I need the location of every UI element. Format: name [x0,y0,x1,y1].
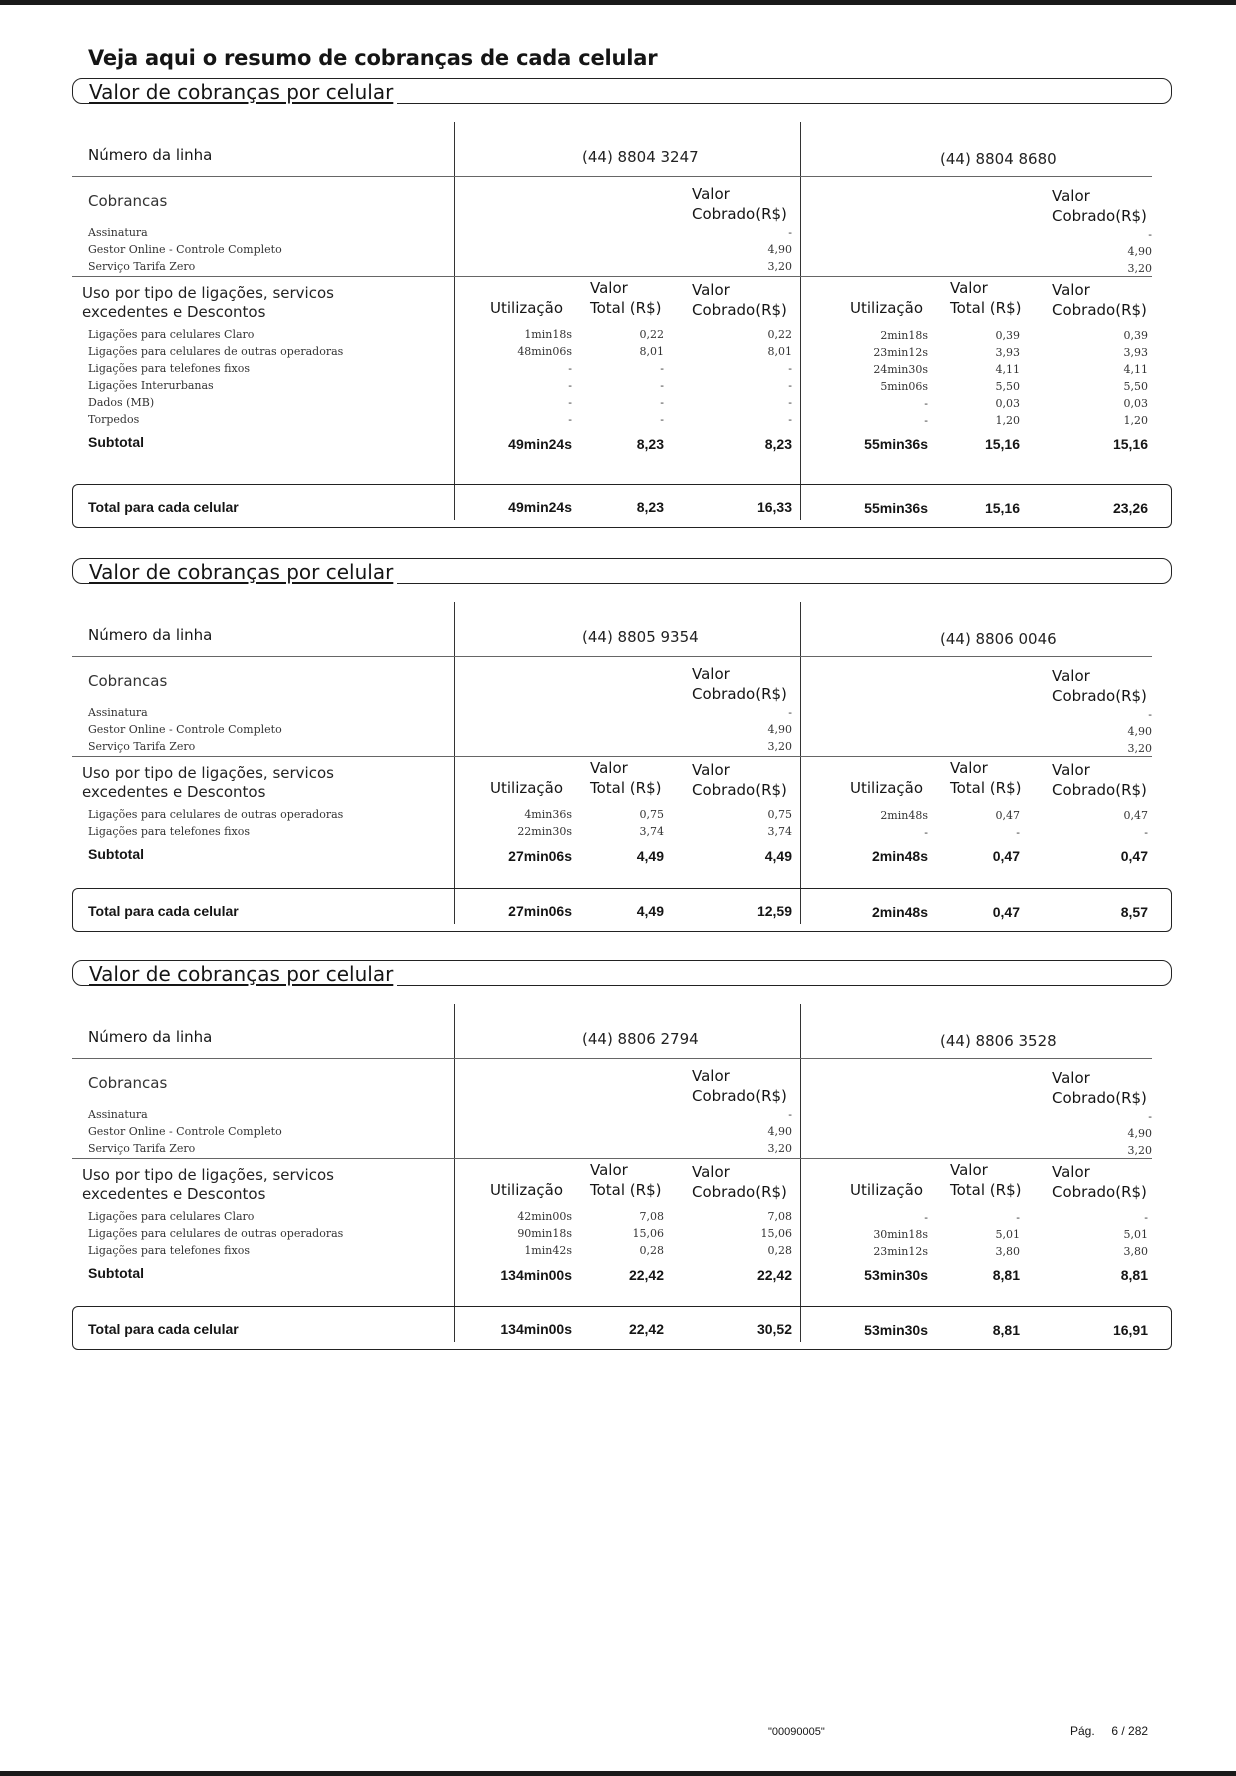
billing-section [72,78,1172,516]
divider-label-col [454,602,455,924]
charge-item: Serviço Tarifa Zero [88,260,196,273]
subtotal-utilizacao: 53min30s [864,1267,928,1283]
valor-cobrado-header: Valor [692,1067,730,1085]
usage-item: Ligações para celulares Claro [88,1210,255,1223]
divider-label-col [454,122,455,520]
row-separator [72,1158,1152,1159]
subtotal-valor-total: 22,42 [628,1267,664,1283]
phone-number: (44) 8806 0046 [940,630,1057,648]
total-valor-cobrado: 12,59 [756,903,792,919]
subtotal-valor-total: 4,49 [636,848,664,864]
usage-valor-total: 0,03 [995,397,1020,410]
page-label: Pág. [1070,1724,1095,1738]
valor-total-header: Total (R$) [950,299,1022,317]
charge-item: Assinatura [88,226,148,239]
usage-utilizacao: - [924,414,928,427]
valor-cobrado-header: Valor [1052,761,1090,779]
valor-cobrado-header: Valor [692,665,730,683]
utilizacao-header: Utilização [850,779,924,797]
usage-utilizacao: - [568,396,572,409]
valor-cobrado-header: Cobrado(R$) [692,301,787,319]
valor-cobrado-header: Cobrado(R$) [1052,301,1147,319]
phone-number: (44) 8804 8680 [940,150,1057,168]
usage-valor-cobrado: 0,75 [767,808,792,821]
usage-valor-cobrado: 7,08 [767,1210,792,1223]
valor-total-header: Total (R$) [590,779,662,797]
subtotal-valor-cobrado: 8,81 [1120,1267,1148,1283]
row-separator [72,276,1152,277]
usage-valor-cobrado: 3,93 [1123,346,1148,359]
valor-cobrado-header: Cobrado(R$) [692,1087,787,1105]
usage-valor-cobrado: - [1144,1211,1148,1224]
usage-utilizacao: 23min12s [873,1245,928,1258]
usage-valor-cobrado: 0,47 [1123,809,1148,822]
usage-item: Torpedos [88,413,140,426]
row-separator [72,176,1152,177]
charge-value: - [788,706,792,719]
charge-item: Assinatura [88,1108,148,1121]
total-utilizacao: 27min06s [508,903,572,919]
total-valor-total: 8,81 [992,1322,1020,1338]
charge-item: Serviço Tarifa Zero [88,740,196,753]
phone-number: (44) 8806 2794 [582,1030,699,1048]
usage-valor-total: - [660,396,664,409]
valor-cobrado-header: Valor [692,281,730,299]
valor-cobrado-header: Cobrado(R$) [1052,1089,1147,1107]
cobrancas-label: Cobrancas [88,1074,168,1092]
usage-utilizacao: 2min18s [880,329,928,342]
subtotal-valor-total: 0,47 [992,848,1020,864]
charge-item: Gestor Online - Controle Completo [88,243,282,256]
charge-item: Gestor Online - Controle Completo [88,723,282,736]
page-heading: Veja aqui o resumo de cobranças de cada celular [88,46,658,70]
valor-cobrado-header: Cobrado(R$) [1052,781,1147,799]
divider-line-col [800,122,801,520]
total-utilizacao: 134min00s [500,1321,572,1337]
total-utilizacao: 2min48s [871,904,928,920]
charge-value: 3,20 [1127,742,1152,755]
billing-section [72,960,1172,1390]
valor-cobrado-header: Valor [1052,281,1090,299]
total-valor-total: 8,23 [636,499,664,515]
charge-value: 4,90 [1127,245,1152,258]
usage-valor-cobrado: 0,39 [1123,329,1148,342]
subtotal-utilizacao: 49min24s [508,436,572,452]
subtotal-utilizacao: 27min06s [508,848,572,864]
total-valor-cobrado: 16,33 [756,499,792,515]
utilizacao-header: Utilização [850,1181,924,1199]
valor-cobrado-header: Valor [1052,187,1090,205]
valor-cobrado-header: Valor [692,185,730,203]
usage-valor-total: 3,80 [995,1245,1020,1258]
usage-valor-cobrado: 8,01 [767,345,792,358]
usage-valor-cobrado: - [1144,826,1148,839]
usage-item: Ligações para celulares Claro [88,328,255,341]
charge-value: 3,20 [1127,262,1152,275]
subtotal-valor-total: 8,23 [636,436,664,452]
charge-value: - [1148,708,1152,721]
charge-item: Assinatura [88,706,148,719]
usage-valor-total: 1,20 [995,414,1020,427]
phone-number: (44) 8804 3247 [582,148,699,166]
section-title: Valor de cobranças por celular [89,560,397,584]
usage-valor-total: - [1016,1211,1020,1224]
valor-cobrado-header: Cobrado(R$) [1052,1183,1147,1201]
usage-utilizacao: 5min06s [880,380,928,393]
usage-utilizacao: 90min18s [517,1227,572,1240]
usage-utilizacao: - [924,826,928,839]
valor-cobrado-header: Valor [1052,1163,1090,1181]
usage-valor-total: 0,75 [639,808,664,821]
usage-item: Ligações para celulares de outras operadoras [88,345,344,358]
usage-utilizacao: - [568,362,572,375]
cobrancas-label: Cobrancas [88,192,168,210]
usage-valor-cobrado: 15,06 [760,1227,792,1240]
usage-valor-cobrado: 1,20 [1123,414,1148,427]
uso-label: Uso por tipo de ligações, servicos [82,1166,334,1184]
subtotal-valor-total: 8,81 [992,1267,1020,1283]
usage-utilizacao: 4min36s [524,808,572,821]
charge-value: 4,90 [767,243,792,256]
valor-cobrado-header: Cobrado(R$) [692,781,787,799]
total-valor-total: 0,47 [992,904,1020,920]
charge-value: - [788,226,792,239]
subtotal-valor-cobrado: 4,49 [764,848,792,864]
usage-valor-total: - [660,413,664,426]
valor-cobrado-header: Cobrado(R$) [692,685,787,703]
total-valor-total: 15,16 [984,500,1020,516]
section-title-box [72,960,1172,986]
section-title-box [72,78,1172,104]
total-valor-cobrado: 8,57 [1120,904,1148,920]
divider-line-col [800,602,801,924]
charge-value: - [1148,228,1152,241]
usage-valor-cobrado: - [788,362,792,375]
numero-linha-label: Número da linha [88,626,213,644]
usage-valor-total: - [1016,826,1020,839]
usage-valor-total: 5,01 [995,1228,1020,1241]
total-utilizacao: 53min30s [864,1322,928,1338]
bottom-border [0,1771,1236,1776]
usage-valor-total: 0,39 [995,329,1020,342]
valor-cobrado-header: Cobrado(R$) [692,205,787,223]
charge-value: 3,20 [767,260,792,273]
usage-valor-total: 8,01 [639,345,664,358]
subtotal-label: Subtotal [88,434,144,450]
charge-value: 3,20 [767,1142,792,1155]
row-separator [72,656,1152,657]
uso-label: Uso por tipo de ligações, servicos [82,764,334,782]
usage-utilizacao: 30min18s [873,1228,928,1241]
utilizacao-header: Utilização [490,779,564,797]
valor-total-header: Total (R$) [590,299,662,317]
usage-utilizacao: 42min00s [517,1210,572,1223]
usage-valor-cobrado: - [788,413,792,426]
section-title: Valor de cobranças por celular [89,80,397,104]
total-celular-label: Total para cada celular [88,903,239,919]
billing-section [72,558,1172,988]
uso-label: excedentes e Descontos [82,1185,266,1203]
valor-cobrado-header: Valor [692,761,730,779]
valor-cobrado-header: Valor [692,1163,730,1181]
total-utilizacao: 55min36s [864,500,928,516]
usage-valor-cobrado: 3,80 [1123,1245,1148,1258]
subtotal-utilizacao: 2min48s [871,848,928,864]
subtotal-utilizacao: 134min00s [500,1267,572,1283]
charge-item: Serviço Tarifa Zero [88,1142,196,1155]
subtotal-label: Subtotal [88,846,144,862]
usage-valor-total: 4,11 [995,363,1020,376]
valor-cobrado-header: Valor [1052,667,1090,685]
section-title: Valor de cobranças por celular [89,962,397,986]
charge-value: - [788,1108,792,1121]
section-title-box [72,558,1172,584]
row-separator [72,1058,1152,1059]
usage-utilizacao: 48min06s [517,345,572,358]
charge-value: 4,90 [767,1125,792,1138]
charge-value: 4,90 [767,723,792,736]
subtotal-valor-cobrado: 0,47 [1120,848,1148,864]
usage-valor-cobrado: 5,50 [1123,380,1148,393]
charge-item: Gestor Online - Controle Completo [88,1125,282,1138]
cobrancas-label: Cobrancas [88,672,168,690]
usage-valor-cobrado: 0,22 [767,328,792,341]
usage-utilizacao: 23min12s [873,346,928,359]
usage-utilizacao: 2min48s [880,809,928,822]
usage-valor-total: 7,08 [639,1210,664,1223]
valor-cobrado-header: Valor [1052,1069,1090,1087]
subtotal-valor-cobrado: 22,42 [756,1267,792,1283]
subtotal-valor-cobrado: 8,23 [764,436,792,452]
usage-valor-total: 0,47 [995,809,1020,822]
usage-utilizacao: 1min18s [524,328,572,341]
total-valor-cobrado: 16,91 [1112,1322,1148,1338]
usage-item: Ligações para telefones fixos [88,1244,250,1257]
divider-label-col [454,1004,455,1342]
usage-valor-total: 3,74 [639,825,664,838]
usage-valor-total: 3,93 [995,346,1020,359]
usage-utilizacao: - [568,379,572,392]
usage-utilizacao: 22min30s [517,825,572,838]
usage-valor-cobrado: - [788,379,792,392]
numero-linha-label: Número da linha [88,1028,213,1046]
valor-cobrado-header: Cobrado(R$) [692,1183,787,1201]
subtotal-label: Subtotal [88,1265,144,1281]
usage-item: Dados (MB) [88,396,155,409]
uso-label: excedentes e Descontos [82,783,266,801]
row-separator [72,756,1152,757]
usage-utilizacao: 1min42s [524,1244,572,1257]
page-number: 6 / 282 [1111,1724,1149,1738]
usage-valor-total: 0,22 [639,328,664,341]
total-valor-total: 4,49 [636,903,664,919]
valor-total-header: Valor [950,279,988,297]
numero-linha-label: Número da linha [88,146,213,164]
charge-value: 3,20 [767,740,792,753]
utilizacao-header: Utilização [490,1181,564,1199]
valor-total-header: Total (R$) [950,1181,1022,1199]
usage-valor-total: - [660,379,664,392]
charge-value: 3,20 [1127,1144,1152,1157]
usage-valor-cobrado: 4,11 [1123,363,1148,376]
valor-total-header: Valor [590,1161,628,1179]
usage-valor-total: 0,28 [639,1244,664,1257]
usage-valor-cobrado: - [788,396,792,409]
valor-total-header: Total (R$) [950,779,1022,797]
valor-total-header: Total (R$) [590,1181,662,1199]
subtotal-valor-total: 15,16 [984,436,1020,452]
phone-number: (44) 8806 3528 [940,1032,1057,1050]
total-valor-total: 22,42 [628,1321,664,1337]
subtotal-valor-cobrado: 15,16 [1112,436,1148,452]
usage-utilizacao: - [568,413,572,426]
uso-label: Uso por tipo de ligações, servicos [82,284,334,302]
charge-value: - [1148,1110,1152,1123]
total-celular-label: Total para cada celular [88,499,239,515]
uso-label: excedentes e Descontos [82,303,266,321]
usage-valor-cobrado: 0,28 [767,1244,792,1257]
total-valor-cobrado: 30,52 [756,1321,792,1337]
usage-utilizacao: - [924,1211,928,1224]
footer-code: "00090005" [768,1726,825,1738]
valor-total-header: Valor [590,279,628,297]
valor-cobrado-header: Cobrado(R$) [1052,207,1147,225]
usage-valor-cobrado: 3,74 [767,825,792,838]
phone-number: (44) 8805 9354 [582,628,699,646]
subtotal-utilizacao: 55min36s [864,436,928,452]
utilizacao-header: Utilização [490,299,564,317]
usage-item: Ligações para celulares de outras operadoras [88,1227,344,1240]
usage-valor-total: - [660,362,664,375]
usage-item: Ligações para celulares de outras operadoras [88,808,344,821]
valor-cobrado-header: Cobrado(R$) [1052,687,1147,705]
usage-valor-total: 15,06 [632,1227,664,1240]
top-border [0,0,1236,5]
valor-total-header: Valor [950,1161,988,1179]
valor-total-header: Valor [950,759,988,777]
usage-item: Ligações Interurbanas [88,379,214,392]
usage-utilizacao: 24min30s [873,363,928,376]
divider-line-col [800,1004,801,1342]
total-valor-cobrado: 23,26 [1112,500,1148,516]
usage-utilizacao: - [924,397,928,410]
usage-item: Ligações para telefones fixos [88,362,250,375]
total-celular-label: Total para cada celular [88,1321,239,1337]
usage-valor-cobrado: 0,03 [1123,397,1148,410]
charge-value: 4,90 [1127,1127,1152,1140]
page-indicator [1070,1724,1148,1738]
charge-value: 4,90 [1127,725,1152,738]
utilizacao-header: Utilização [850,299,924,317]
valor-total-header: Valor [590,759,628,777]
usage-valor-cobrado: 5,01 [1123,1228,1148,1241]
total-utilizacao: 49min24s [508,499,572,515]
usage-valor-total: 5,50 [995,380,1020,393]
usage-item: Ligações para telefones fixos [88,825,250,838]
